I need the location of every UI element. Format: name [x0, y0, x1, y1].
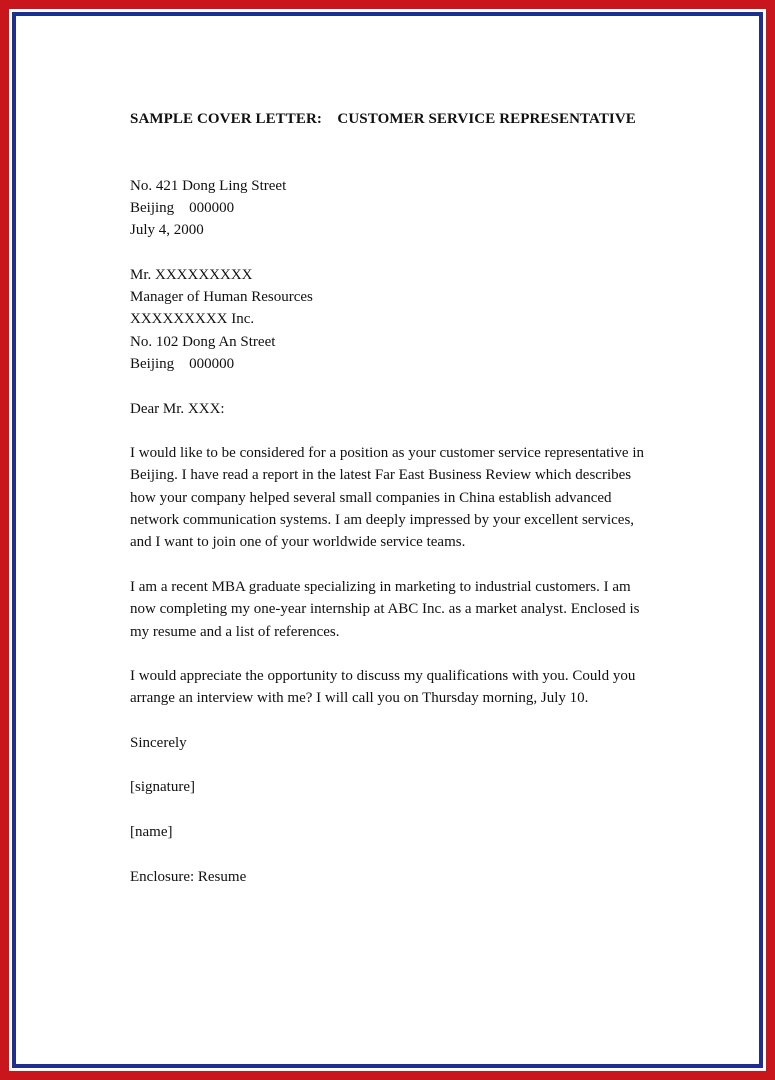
letter-title: SAMPLE COVER LETTER: CUSTOMER SERVICE REPRESENTATIVE — [130, 111, 636, 127]
paragraph-3 — [130, 665, 650, 710]
paragraph-2 — [130, 576, 650, 643]
letter-page — [18, 18, 753, 1058]
recipient-street: No. 102 Dong An Street — [130, 334, 276, 350]
letter-date: July 4, 2000 — [130, 222, 204, 238]
recipient-position: Manager of Human Resources — [130, 289, 313, 305]
sender-city: Beijing 000000 — [130, 200, 235, 216]
paragraph-line: now completing my one-year internship at ABC Inc. as a market analyst. Enclosed is — [130, 601, 640, 618]
paragraph-line: how your company helped several small companies in China establish advanced — [130, 489, 612, 506]
enclosure-note: Enclosure: Resume — [130, 869, 247, 885]
salutation: Dear Mr. XXX: — [130, 401, 225, 417]
paragraph-line: I would appreciate the opportunity to discuss my qualifications with you. Could you — [130, 668, 636, 684]
closing: Sincerely — [130, 735, 187, 751]
recipient-name: Mr. XXXXXXXXX — [130, 267, 253, 283]
paragraph-1 — [130, 442, 650, 553]
paragraph-line: network communication systems. I am deeply impressed by your excellent services, — [130, 511, 635, 528]
paragraph-line: Beijing. I have read a report in the latest Far East Business Review which describes — [130, 467, 632, 484]
sender-street: No. 421 Dong Ling Street — [130, 178, 287, 194]
recipient-city: Beijing 000000 — [130, 356, 235, 372]
paragraph-line: I would like to be considered for a position as your customer service representative in — [130, 445, 645, 461]
signature-placeholder: [signature] — [130, 779, 195, 795]
paragraph-line: and I want to join one of your worldwide service teams. — [130, 534, 466, 551]
paragraph-line: I am a recent MBA graduate specializing in marketing to industrial customers. I am — [130, 579, 631, 595]
recipient-company: XXXXXXXXX Inc. — [130, 311, 255, 327]
name-placeholder: [name] — [130, 824, 173, 840]
paragraph-line: my resume and a list of references. — [130, 623, 340, 640]
paragraph-line: arrange an interview with me? I will call you on Thursday morning, July 10. — [130, 690, 589, 707]
